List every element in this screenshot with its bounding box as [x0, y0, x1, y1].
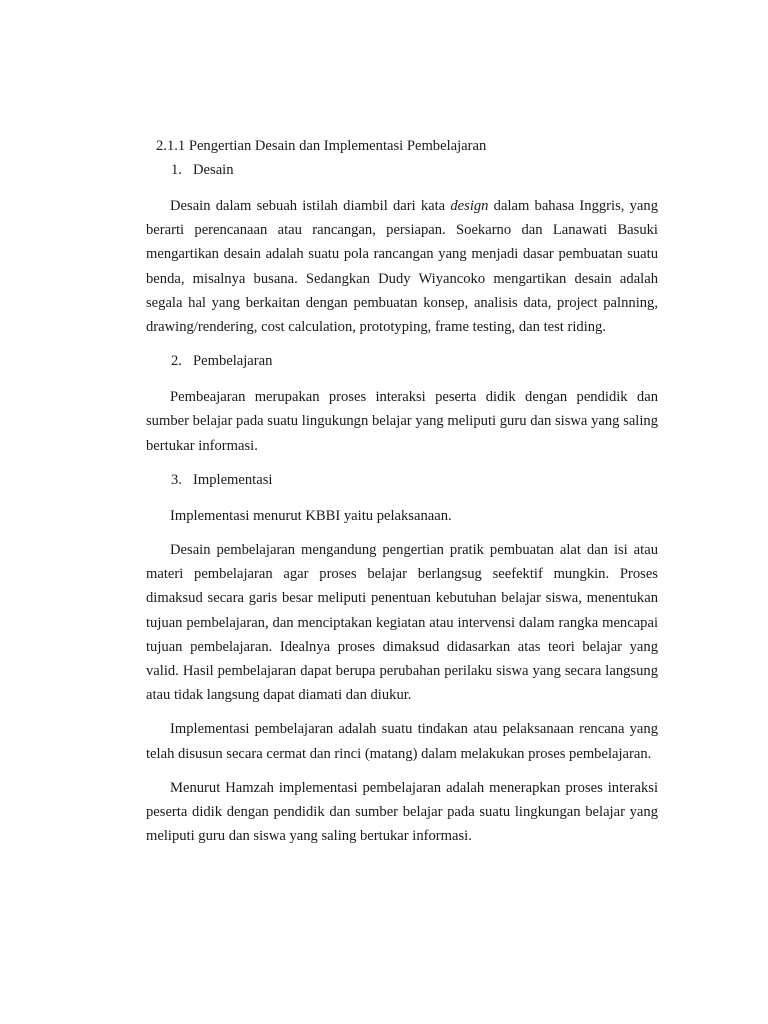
paragraph-implementasi-kbbi: Implementasi menurut KBBI yaitu pelaksanaan. — [170, 507, 452, 524]
subheading-number: 1. — [171, 162, 182, 178]
subheading-title: Desain — [193, 162, 234, 178]
subheading-desain — [146, 158, 658, 182]
paragraph-desain-pembelajaran: Desain pembelajaran mengandung pengertian pratik pembuatan alat dan isi atau materi pembelajaran agar proses belajar berlangsug seefektif mungkin. Proses dimaksud secara garis besar meliputi penentuan kebutuhan belajar siswa, menentukan tujuan pembelajaran, dan menciptakan kegiatan atau intervensi dalam rangka mencapai tujuan pembelajaran. Idealnya proses dimaksud didasarkan atas teori belajar yang valid. Hasil pembelajaran dapat berupa perubahan perilaku siswa yang secara langsung atau tidak langsung dapat diamati dan diukur. — [146, 542, 658, 704]
subheading-number: 2. — [171, 353, 182, 370]
paragraph-text: Desain dalam sebuah istilah diambil dari kata — [170, 198, 451, 214]
section-heading: 2.1.1 Pengertian Desain dan Implementasi Pembelajaran — [156, 138, 487, 154]
paragraph-text: dalam bahasa Inggris, yang berarti perencanaan atau rancangan, persiapan. Soekarno dan Lanawati Basuki mengartikan desain adalah suatu pola rancangan yang menjadi dasar pembuatan suatu benda, misalnya busana. Sedangkan Dudy Wiyancoko mengartikan desain adalah segala hal yang berkaitan dengan pembuatan konsep, analisis data, project palnning, drawing/rendering, cost calculation, prototyping, frame testing, dan test riding. — [146, 198, 658, 336]
paragraph-menurut-hamzah: Menurut Hamzah implementasi pembelajaran adalah menerapkan proses interaksi peserta didik dengan pendidik dan sumber belajar pada suatu lingkungan belajar yang meliputi guru dan siswa yang saling bertukar informasi. — [146, 779, 658, 845]
subheading-title: Pembelajaran — [193, 353, 273, 370]
subheading-title: Implementasi — [193, 471, 273, 488]
paragraph-implementasi-pembelajaran: Implementasi pembelajaran adalah suatu tindakan atau pelaksanaan rencana yang telah disusun secara cermat dan rinci (matang) dalam melakukan proses pembelajaran. — [146, 721, 658, 762]
paragraph-pembelajaran: Pembeajaran merupakan proses interaksi peserta didik dengan pendidik dan sumber belajar pada suatu lingukungn belajar yang meliputi guru dan siswa yang saling bertukar informasi. — [146, 389, 658, 454]
document-body — [146, 134, 658, 848]
subheading-number: 3. — [171, 471, 182, 488]
italic-term: design — [450, 198, 489, 214]
subheading-implementasi — [146, 468, 658, 492]
subheading-pembelajaran — [146, 349, 658, 373]
paragraph-desain — [146, 194, 658, 339]
